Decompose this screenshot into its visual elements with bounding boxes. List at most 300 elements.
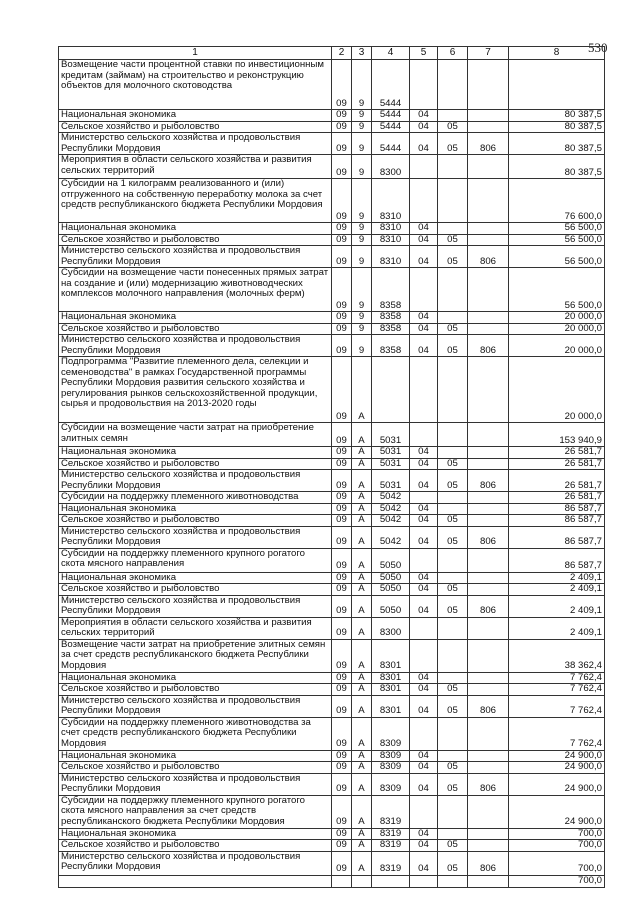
table-row: [59, 323, 605, 335]
code-cell: А: [352, 639, 372, 672]
code-cell: 04: [410, 828, 438, 840]
code-cell: А: [352, 503, 372, 515]
code-cell: [438, 492, 468, 504]
code-cell: 5444: [372, 110, 410, 122]
code-cell: [438, 268, 468, 312]
code-cell: А: [352, 572, 372, 584]
row-name-cell: Возмещение части затрат на приобретение элитных семян за счет средств республиканского бюджета Республики Мордовия: [59, 639, 332, 672]
code-cell: 04: [410, 684, 438, 696]
code-cell: А: [352, 672, 372, 684]
table-row: [59, 795, 605, 828]
code-cell: [438, 110, 468, 122]
code-cell: [468, 268, 509, 312]
code-cell: 9: [352, 133, 372, 155]
amount-cell: 2 409,1: [509, 595, 605, 617]
code-cell: [468, 515, 509, 527]
table-row: [59, 773, 605, 795]
code-cell: 5444: [372, 60, 410, 110]
code-cell: 5042: [372, 526, 410, 548]
code-cell: 09: [332, 492, 352, 504]
code-cell: 8319: [372, 795, 410, 828]
code-cell: А: [352, 357, 372, 423]
row-name-cell: Субсидии на возмещение части понесенных прямых затрат на создание и (или) модернизацию животноводческих комплексов молочного направления (молочных ферм): [59, 268, 332, 312]
table-row: [59, 110, 605, 122]
code-cell: 09: [332, 584, 352, 596]
code-cell: 05: [438, 133, 468, 155]
code-cell: 09: [332, 268, 352, 312]
table-row: [59, 584, 605, 596]
code-cell: [438, 795, 468, 828]
amount-cell: 38 362,4: [509, 639, 605, 672]
code-cell: 04: [410, 458, 438, 470]
code-cell: 09: [332, 851, 352, 875]
code-cell: 8301: [372, 639, 410, 672]
code-cell: 09: [332, 60, 352, 110]
code-cell: 05: [438, 526, 468, 548]
table-row: [59, 470, 605, 492]
code-cell: [468, 60, 509, 110]
code-cell: 09: [332, 672, 352, 684]
code-cell: А: [352, 840, 372, 852]
code-cell: [438, 223, 468, 235]
code-cell: 04: [410, 851, 438, 875]
table-row: [59, 526, 605, 548]
table-row: [59, 155, 605, 179]
code-cell: 04: [410, 323, 438, 335]
code-cell: 8300: [372, 617, 410, 639]
code-cell: [410, 268, 438, 312]
code-cell: 8309: [372, 762, 410, 774]
empty-cell: [352, 875, 372, 887]
code-cell: 9: [352, 312, 372, 324]
code-cell: 05: [438, 121, 468, 133]
code-cell: 806: [468, 773, 509, 795]
amount-cell: 700,0: [509, 875, 605, 887]
code-cell: 09: [332, 526, 352, 548]
code-cell: 05: [438, 584, 468, 596]
code-cell: 806: [468, 595, 509, 617]
code-cell: 806: [468, 335, 509, 357]
code-cell: [372, 357, 410, 423]
code-cell: 09: [332, 155, 352, 179]
row-name-cell: Национальная экономика: [59, 223, 332, 235]
code-cell: [468, 312, 509, 324]
code-cell: 09: [332, 695, 352, 717]
code-cell: 5031: [372, 470, 410, 492]
table-row: [59, 548, 605, 572]
table-row: [59, 179, 605, 223]
code-cell: [438, 717, 468, 750]
code-cell: 8358: [372, 335, 410, 357]
code-cell: [438, 503, 468, 515]
table-row: [59, 121, 605, 133]
code-cell: 09: [332, 312, 352, 324]
table-row: [59, 875, 605, 887]
code-cell: А: [352, 695, 372, 717]
code-cell: 09: [332, 617, 352, 639]
code-cell: 9: [352, 223, 372, 235]
code-cell: [410, 639, 438, 672]
code-cell: [468, 423, 509, 447]
code-cell: [468, 155, 509, 179]
empty-cell: [59, 875, 332, 887]
code-cell: 05: [438, 773, 468, 795]
row-name-cell: Мероприятия в области сельского хозяйства и развития сельских территорий: [59, 617, 332, 639]
code-cell: 04: [410, 447, 438, 459]
code-cell: 09: [332, 447, 352, 459]
code-cell: [468, 548, 509, 572]
table-row: [59, 595, 605, 617]
code-cell: 9: [352, 246, 372, 268]
code-cell: 806: [468, 133, 509, 155]
code-cell: [468, 234, 509, 246]
table-row: [59, 492, 605, 504]
table-row: [59, 617, 605, 639]
code-cell: [410, 717, 438, 750]
amount-cell: 26 581,7: [509, 492, 605, 504]
code-cell: А: [352, 773, 372, 795]
code-cell: [410, 179, 438, 223]
amount-cell: 86 587,7: [509, 515, 605, 527]
code-cell: 05: [438, 695, 468, 717]
code-cell: 04: [410, 595, 438, 617]
code-cell: 09: [332, 750, 352, 762]
amount-cell: 2 409,1: [509, 617, 605, 639]
row-name-cell: Сельское хозяйство и рыболовство: [59, 515, 332, 527]
code-cell: 5050: [372, 595, 410, 617]
row-name-cell: Сельское хозяйство и рыболовство: [59, 840, 332, 852]
code-cell: 09: [332, 234, 352, 246]
code-cell: 05: [438, 335, 468, 357]
code-cell: А: [352, 548, 372, 572]
code-cell: [468, 639, 509, 672]
code-cell: 04: [410, 773, 438, 795]
code-cell: А: [352, 851, 372, 875]
code-cell: [410, 795, 438, 828]
amount-cell: 7 762,4: [509, 717, 605, 750]
code-cell: [410, 357, 438, 423]
code-cell: 04: [410, 672, 438, 684]
budget-table: [58, 46, 605, 888]
row-name-cell: Мероприятия в области сельского хозяйства и развития сельских территорий: [59, 155, 332, 179]
code-cell: 8310: [372, 179, 410, 223]
code-cell: [468, 617, 509, 639]
table-row: [59, 828, 605, 840]
code-cell: 09: [332, 323, 352, 335]
code-cell: [438, 828, 468, 840]
table-row: [59, 684, 605, 696]
code-cell: А: [352, 684, 372, 696]
code-cell: 04: [410, 121, 438, 133]
code-cell: 806: [468, 470, 509, 492]
code-cell: А: [352, 423, 372, 447]
code-cell: [410, 548, 438, 572]
code-cell: 5050: [372, 584, 410, 596]
code-cell: 05: [438, 840, 468, 852]
code-cell: 09: [332, 470, 352, 492]
code-cell: 05: [438, 595, 468, 617]
code-cell: [468, 840, 509, 852]
code-cell: 5031: [372, 423, 410, 447]
table-header-row: [59, 47, 605, 60]
code-cell: [468, 828, 509, 840]
empty-cell: [468, 875, 509, 887]
code-cell: 05: [438, 234, 468, 246]
table-row: [59, 851, 605, 875]
row-name-cell: Национальная экономика: [59, 110, 332, 122]
code-cell: 04: [410, 246, 438, 268]
code-cell: 8310: [372, 246, 410, 268]
code-cell: 8319: [372, 851, 410, 875]
column-header: 7: [468, 47, 509, 60]
code-cell: 09: [332, 639, 352, 672]
code-cell: 9: [352, 323, 372, 335]
code-cell: 806: [468, 695, 509, 717]
code-cell: [438, 312, 468, 324]
code-cell: А: [352, 762, 372, 774]
code-cell: [438, 672, 468, 684]
code-cell: А: [352, 447, 372, 459]
code-cell: 05: [438, 515, 468, 527]
row-name-cell: Субсидии на 1 килограмм реализованного и (или) отгруженного на собственную переработку молока за счет средств республиканского бюджета Республики Мордовия: [59, 179, 332, 223]
amount-cell: 20 000,0: [509, 323, 605, 335]
row-name-cell: Подпрограмма "Развитие племенного дела, селекции и семеноводства" в рамках Государственной программы Республики Мордовия развития сельского хозяйства и регулирования рынков сельскохозяйственной продукции, сырья и продовольствия на 2013-2020 годы: [59, 357, 332, 423]
code-cell: 09: [332, 762, 352, 774]
table-row: [59, 223, 605, 235]
code-cell: 09: [332, 179, 352, 223]
table-row: [59, 750, 605, 762]
code-cell: 8309: [372, 750, 410, 762]
row-name-cell: Национальная экономика: [59, 447, 332, 459]
row-name-cell: Министерство сельского хозяйства и продовольствия Республики Мордовия: [59, 335, 332, 357]
amount-cell: 20 000,0: [509, 335, 605, 357]
code-cell: 8301: [372, 672, 410, 684]
row-name-cell: Министерство сельского хозяйства и продовольствия Республики Мордовия: [59, 695, 332, 717]
amount-cell: 700,0: [509, 840, 605, 852]
code-cell: 05: [438, 684, 468, 696]
code-cell: [438, 447, 468, 459]
code-cell: [468, 357, 509, 423]
code-cell: 8358: [372, 268, 410, 312]
row-name-cell: Министерство сельского хозяйства и продовольствия Республики Мордовия: [59, 595, 332, 617]
code-cell: 09: [332, 246, 352, 268]
code-cell: А: [352, 750, 372, 762]
row-name-cell: Возмещение части процентной ставки по инвестиционным кредитам (займам) на строительство и реконструкцию объектов для молочного скотоводства: [59, 60, 332, 110]
amount-cell: 80 387,5: [509, 121, 605, 133]
code-cell: [468, 110, 509, 122]
code-cell: А: [352, 617, 372, 639]
amount-cell: 56 500,0: [509, 268, 605, 312]
code-cell: 5031: [372, 447, 410, 459]
row-name-cell: Министерство сельского хозяйства и продовольствия Республики Мордовия: [59, 470, 332, 492]
code-cell: 04: [410, 470, 438, 492]
code-cell: [468, 179, 509, 223]
column-header: 1: [59, 47, 332, 60]
code-cell: 04: [410, 840, 438, 852]
code-cell: 9: [352, 110, 372, 122]
code-cell: 04: [410, 223, 438, 235]
code-cell: [438, 179, 468, 223]
code-cell: 8310: [372, 234, 410, 246]
code-cell: А: [352, 584, 372, 596]
code-cell: [468, 323, 509, 335]
row-name-cell: Министерство сельского хозяйства и продовольствия Республики Мордовия: [59, 133, 332, 155]
code-cell: 04: [410, 526, 438, 548]
code-cell: [468, 572, 509, 584]
amount-cell: 80 387,5: [509, 133, 605, 155]
amount-cell: 86 587,7: [509, 548, 605, 572]
amount-cell: 2 409,1: [509, 584, 605, 596]
column-header: 3: [352, 47, 372, 60]
amount-cell: 24 900,0: [509, 773, 605, 795]
code-cell: 8358: [372, 312, 410, 324]
code-cell: [438, 572, 468, 584]
code-cell: 09: [332, 773, 352, 795]
table-row: [59, 503, 605, 515]
amount-cell: 76 600,0: [509, 179, 605, 223]
amount-cell: 80 387,5: [509, 110, 605, 122]
code-cell: [410, 492, 438, 504]
code-cell: 9: [352, 179, 372, 223]
empty-cell: [372, 875, 410, 887]
row-name-cell: Субсидии на поддержку племенного животноводства за счет средств республиканского бюджета Республики Мордовия: [59, 717, 332, 750]
amount-cell: 80 387,5: [509, 155, 605, 179]
code-cell: А: [352, 717, 372, 750]
code-cell: 04: [410, 133, 438, 155]
code-cell: 9: [352, 121, 372, 133]
code-cell: 04: [410, 762, 438, 774]
code-cell: 5444: [372, 133, 410, 155]
row-name-cell: Субсидии на возмещение части затрат на приобретение элитных семян: [59, 423, 332, 447]
row-name-cell: Национальная экономика: [59, 312, 332, 324]
code-cell: 9: [352, 335, 372, 357]
table-row: [59, 762, 605, 774]
row-name-cell: Сельское хозяйство и рыболовство: [59, 121, 332, 133]
code-cell: [468, 503, 509, 515]
table-row: [59, 357, 605, 423]
amount-cell: 2 409,1: [509, 572, 605, 584]
code-cell: 5042: [372, 492, 410, 504]
code-cell: 09: [332, 828, 352, 840]
code-cell: 5031: [372, 458, 410, 470]
amount-cell: 26 581,7: [509, 447, 605, 459]
code-cell: 09: [332, 357, 352, 423]
code-cell: 09: [332, 335, 352, 357]
code-cell: 8309: [372, 773, 410, 795]
amount-cell: 56 500,0: [509, 234, 605, 246]
code-cell: 09: [332, 840, 352, 852]
table-row: [59, 133, 605, 155]
amount-cell: 26 581,7: [509, 470, 605, 492]
code-cell: 5050: [372, 548, 410, 572]
code-cell: 8300: [372, 155, 410, 179]
table-row: [59, 515, 605, 527]
code-cell: [438, 548, 468, 572]
table-row: [59, 672, 605, 684]
row-name-cell: Национальная экономика: [59, 672, 332, 684]
code-cell: А: [352, 515, 372, 527]
row-name-cell: Министерство сельского хозяйства и продовольствия Республики Мордовия: [59, 526, 332, 548]
row-name-cell: Министерство сельского хозяйства и продовольствия Республики Мордовия: [59, 851, 332, 875]
amount-cell: 20 000,0: [509, 357, 605, 423]
code-cell: [438, 60, 468, 110]
code-cell: 09: [332, 717, 352, 750]
column-header: 6: [438, 47, 468, 60]
amount-cell: 7 762,4: [509, 672, 605, 684]
row-name-cell: Субсидии на поддержку племенного крупного рогатого скота мясного направления за счет средств республиканского бюджета Республики Мордовия: [59, 795, 332, 828]
row-name-cell: Министерство сельского хозяйства и продовольствия Республики Мордовия: [59, 773, 332, 795]
code-cell: 04: [410, 695, 438, 717]
table-row: [59, 717, 605, 750]
code-cell: 5050: [372, 572, 410, 584]
amount-cell: 24 900,0: [509, 750, 605, 762]
code-cell: 04: [410, 572, 438, 584]
code-cell: 09: [332, 548, 352, 572]
code-cell: 09: [332, 223, 352, 235]
code-cell: 8358: [372, 323, 410, 335]
empty-cell: [410, 875, 438, 887]
code-cell: А: [352, 458, 372, 470]
code-cell: [468, 717, 509, 750]
table-row: [59, 268, 605, 312]
code-cell: [468, 795, 509, 828]
code-cell: 04: [410, 110, 438, 122]
code-cell: 05: [438, 762, 468, 774]
amount-cell: 56 500,0: [509, 223, 605, 235]
code-cell: 5042: [372, 515, 410, 527]
code-cell: [410, 60, 438, 110]
code-cell: 04: [410, 750, 438, 762]
code-cell: 04: [410, 335, 438, 357]
table-row: [59, 423, 605, 447]
code-cell: 04: [410, 312, 438, 324]
code-cell: 9: [352, 60, 372, 110]
amount-cell: 7 762,4: [509, 695, 605, 717]
code-cell: 9: [352, 268, 372, 312]
table-row: [59, 639, 605, 672]
code-cell: 8301: [372, 684, 410, 696]
table-row: [59, 458, 605, 470]
row-name-cell: Министерство сельского хозяйства и продовольствия Республики Мордовия: [59, 246, 332, 268]
empty-cell: [438, 875, 468, 887]
amount-cell: [509, 60, 605, 110]
code-cell: 09: [332, 458, 352, 470]
code-cell: [468, 684, 509, 696]
amount-cell: 24 900,0: [509, 762, 605, 774]
code-cell: 04: [410, 584, 438, 596]
table-row: [59, 840, 605, 852]
code-cell: [438, 639, 468, 672]
code-cell: 04: [410, 503, 438, 515]
amount-cell: 20 000,0: [509, 312, 605, 324]
code-cell: 8319: [372, 828, 410, 840]
code-cell: 09: [332, 503, 352, 515]
code-cell: [468, 223, 509, 235]
code-cell: 05: [438, 851, 468, 875]
empty-cell: [332, 875, 352, 887]
row-name-cell: Сельское хозяйство и рыболовство: [59, 234, 332, 246]
code-cell: 806: [468, 851, 509, 875]
code-cell: [468, 762, 509, 774]
code-cell: [410, 155, 438, 179]
row-name-cell: Субсидии на поддержку племенного животноводства: [59, 492, 332, 504]
code-cell: 09: [332, 572, 352, 584]
code-cell: А: [352, 526, 372, 548]
code-cell: [468, 672, 509, 684]
code-cell: [468, 584, 509, 596]
code-cell: 09: [332, 423, 352, 447]
amount-cell: 700,0: [509, 851, 605, 875]
